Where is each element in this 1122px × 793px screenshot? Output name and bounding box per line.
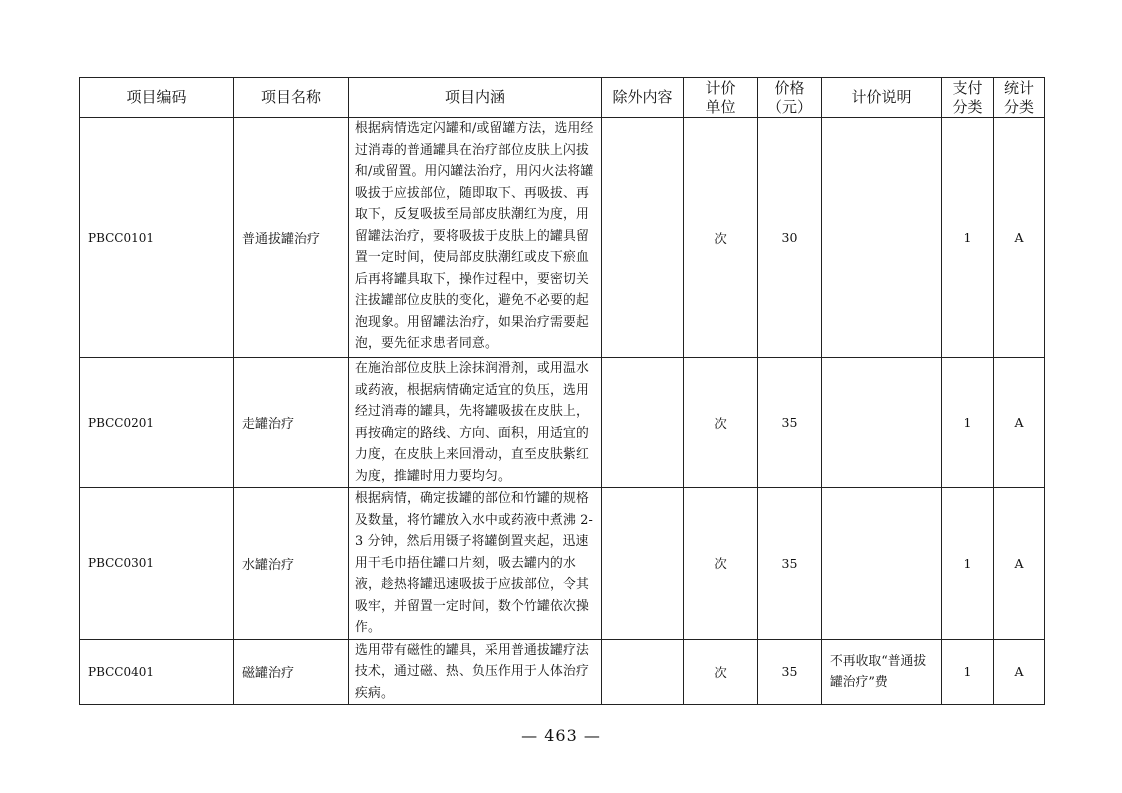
header-name: 项目名称 [234, 78, 349, 118]
header-stat-line2: 分类 [1003, 97, 1034, 116]
header-price-line1: 价格 [774, 78, 805, 97]
item-stat-class: A [994, 488, 1045, 640]
item-price: 30 [758, 118, 822, 358]
header-unit-line1: 计价 [705, 78, 736, 97]
header-code: 项目编码 [80, 78, 234, 118]
table-row [80, 358, 1045, 488]
item-code: PBCC0401 [80, 639, 234, 705]
page-number: — 463 — [521, 726, 601, 745]
item-code: PBCC0201 [80, 358, 234, 488]
item-stat-class: A [994, 118, 1045, 358]
header-pricing-note: 计价说明 [822, 78, 942, 118]
item-pricing-note [822, 488, 942, 640]
item-unit: 次 [684, 639, 758, 705]
item-exclusions [602, 358, 684, 488]
item-unit: 次 [684, 118, 758, 358]
header-payment-line1: 支付 [952, 78, 983, 97]
item-code: PBCC0301 [80, 488, 234, 640]
item-payment-class: 1 [942, 639, 994, 705]
header-unit-line2: 单位 [705, 97, 736, 116]
item-payment-class: 1 [942, 358, 994, 488]
item-payment-class: 1 [942, 488, 994, 640]
item-content: 根据病情选定闪罐和/或留罐方法，选用经过消毒的普通罐具在治疗部位皮肤上闪拔和/或留置。用闪罐法治疗，用闪火法将罐吸拔于应拔部位，随即取下、再吸拔、再取下，反复吸拔至局部皮肤潮红为度，用留罐法治疗，要将吸拔于皮肤上的罐具留置一定时间，使局部皮肤潮红或皮下瘀血后再将罐具取下，操作过程中，要密切关注拔罐部位皮肤的变化，避免不必要的起泡现象。用留罐法治疗，如果治疗需要起泡，要先征求患者同意。 [349, 118, 602, 358]
table-row [80, 639, 1045, 705]
header-payment-line2: 分类 [952, 97, 983, 116]
item-content: 在施治部位皮肤上涂抹润滑剂，或用温水或药液，根据病情确定适宜的负压，选用经过消毒的罐具，先将罐吸拔在皮肤上，再按确定的路线、方向、面积，用适宜的力度，在皮肤上来回滑动，直至皮肤紫红为度，推罐时用力要均匀。 [349, 358, 602, 488]
header-stat-line1: 统计 [1003, 78, 1034, 97]
item-exclusions [602, 639, 684, 705]
item-price: 35 [758, 639, 822, 705]
table-row [80, 118, 1045, 358]
item-pricing-note: 不再收取“普通拔罐治疗”费 [822, 639, 942, 705]
item-exclusions [602, 118, 684, 358]
item-pricing-note [822, 118, 942, 358]
item-pricing-note [822, 358, 942, 488]
item-name: 普通拔罐治疗 [234, 118, 349, 358]
header-stat-class [994, 78, 1045, 118]
item-unit: 次 [684, 358, 758, 488]
item-stat-class: A [994, 639, 1045, 705]
header-price [758, 78, 822, 118]
header-price-line2: （元） [766, 97, 812, 116]
item-stat-class: A [994, 358, 1045, 488]
item-name: 水罐治疗 [234, 488, 349, 640]
item-code: PBCC0101 [80, 118, 234, 358]
header-payment-class [942, 78, 994, 118]
header-content: 项目内涵 [349, 78, 602, 118]
item-content: 根据病情，确定拔罐的部位和竹罐的规格及数量，将竹罐放入水中或药液中煮沸 2-3 分钟，然后用镊子将罐倒置夹起，迅速用干毛巾捂住罐口片刻，吸去罐内的水液，趁热将罐迅速吸拔于应拔部位，令其吸牢，并留置一定时间，数个竹罐依次操作。 [349, 488, 602, 640]
table-row [80, 488, 1045, 640]
header-unit [684, 78, 758, 118]
item-price: 35 [758, 358, 822, 488]
item-unit: 次 [684, 488, 758, 640]
pricing-table [79, 77, 1045, 705]
header-exclusions: 除外内容 [602, 78, 684, 118]
item-name: 走罐治疗 [234, 358, 349, 488]
item-exclusions [602, 488, 684, 640]
item-payment-class: 1 [942, 118, 994, 358]
item-content: 选用带有磁性的罐具，采用普通拔罐疗法技术，通过磁、热、负压作用于人体治疗疾病。 [349, 639, 602, 705]
header-row [80, 78, 1045, 118]
item-name: 磁罐治疗 [234, 639, 349, 705]
item-price: 35 [758, 488, 822, 640]
